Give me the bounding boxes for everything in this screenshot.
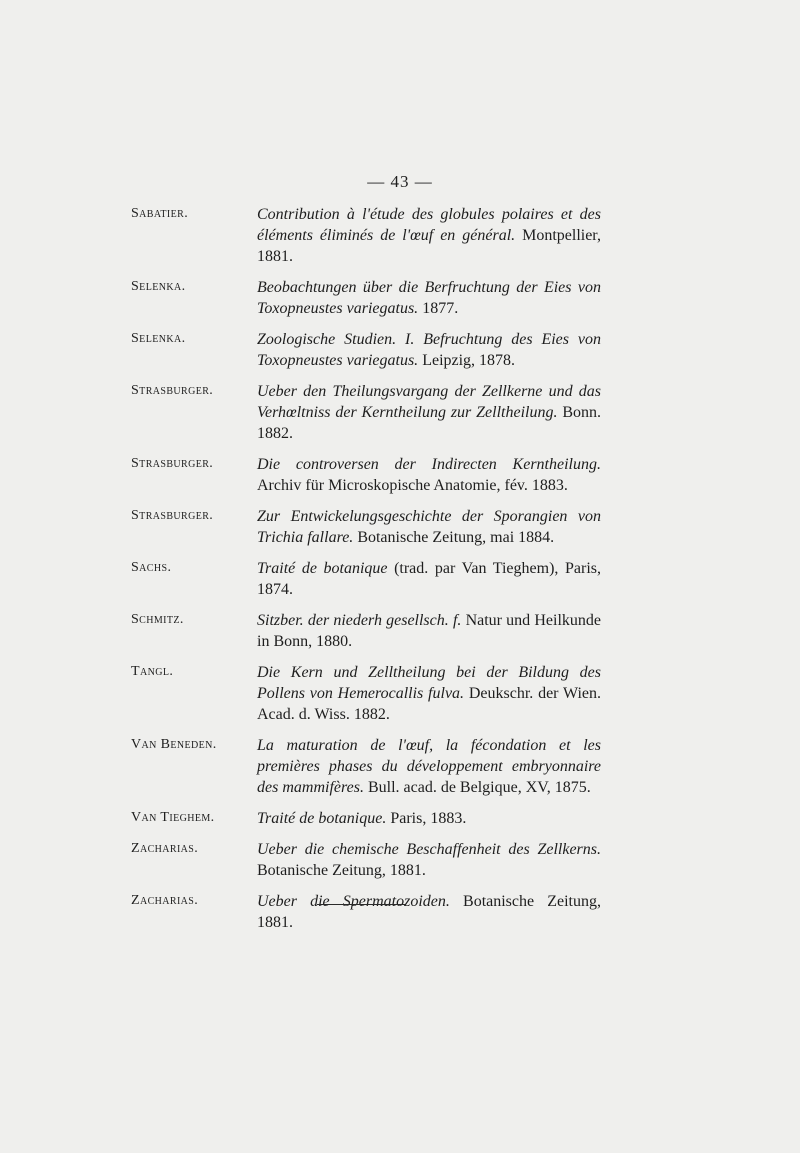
entry-details: Natur und Heilkunde in Bonn, 1880.	[257, 612, 601, 650]
entry-text	[257, 454, 601, 496]
entry-details: Botanische Zeitung, mai 1884.	[353, 529, 555, 546]
entry-details: Archiv für Microskopische Anatomie, fév. 1883.	[257, 477, 568, 494]
entry-details: (trad. par Van Tieghem), Paris, 1874.	[257, 560, 601, 598]
bibliography-entry	[131, 277, 601, 319]
entry-details: Deukschr. der Wien. Acad. d. Wiss. 1882.	[257, 685, 602, 723]
bibliography-entry	[131, 506, 601, 548]
end-rule	[317, 904, 405, 905]
entry-details: Botanische Zeitung, 1881.	[257, 893, 601, 931]
bibliography-entry	[131, 558, 601, 600]
entry-author: Van Tieghem.	[131, 810, 215, 825]
bibliography-entry	[131, 381, 601, 444]
entry-details: Botanische Zeitung, 1881.	[257, 862, 426, 879]
page-number: — 43 —	[367, 172, 433, 191]
entry-text	[257, 662, 601, 725]
entry-text	[257, 506, 601, 548]
entry-author: Selenka.	[131, 331, 186, 346]
entry-author: Selenka.	[131, 279, 186, 294]
bibliography-entry	[131, 735, 601, 798]
entry-title: Zoologische Studien. I. Befruchtung des Eies von Toxopneustes variegatus.	[257, 331, 601, 369]
entry-author: Sabatier.	[131, 206, 189, 221]
entry-title: Traité de botanique.	[257, 810, 387, 827]
entry-title: Ueber den Theilungsvargang der Zellkerne und das Verhœltniss der Kerntheilung zur Zelltheilung.	[257, 383, 601, 421]
entry-text	[257, 808, 601, 829]
entry-details: Montpellier, 1881.	[257, 227, 601, 265]
entry-author: Strasburger.	[131, 508, 214, 523]
bibliography-list	[131, 204, 601, 943]
entry-text	[257, 558, 601, 600]
entry-title: Die Kern und Zelltheilung bei der Bildung des Pollens von Hemerocallis fulva.	[257, 664, 601, 702]
bibliography-entry	[131, 329, 601, 371]
entry-details: Leipzig, 1878.	[418, 352, 516, 369]
entry-text	[257, 381, 601, 444]
entry-title: Die controversen der Indirecten Kerntheilung.	[257, 456, 601, 473]
entry-author: Strasburger.	[131, 456, 214, 471]
entry-title: Ueber die Spermatozoiden.	[257, 893, 450, 910]
entry-title: La maturation de l'œuf, la fécondation et les premières phases du développement embryonnaire des mammifères.	[257, 737, 601, 796]
entry-text	[257, 277, 601, 319]
entry-author: Strasburger.	[131, 383, 214, 398]
entry-author: Tangl.	[131, 664, 174, 679]
entry-author: Sachs.	[131, 560, 172, 575]
bibliography-entry	[131, 891, 601, 933]
entry-details: Bull. acad. de Belgique, XV, 1875.	[363, 779, 591, 796]
entry-text	[257, 891, 601, 933]
entry-title: Contribution à l'étude des globules polaires et des éléments éliminés de l'œuf en général.	[257, 206, 601, 244]
bibliography-entry	[131, 839, 601, 881]
bibliography-entry	[131, 610, 601, 652]
entry-details: 1877.	[418, 300, 459, 317]
entry-details: Paris, 1883.	[386, 810, 467, 827]
entry-title: Ueber die chemische Beschaffenheit des Zellkerns.	[257, 841, 601, 858]
entry-text	[257, 204, 601, 267]
entry-title: Traité de botanique	[257, 560, 388, 577]
entry-text	[257, 735, 601, 798]
entry-text	[257, 839, 601, 881]
bibliography-entry	[131, 662, 601, 725]
bibliography-entry	[131, 808, 601, 829]
entry-author: Van Beneden.	[131, 737, 217, 752]
bibliography-entry	[131, 454, 601, 496]
entry-text	[257, 329, 601, 371]
entry-author: Zacharias.	[131, 893, 199, 908]
entry-author: Schmitz.	[131, 612, 184, 627]
entry-title: Zur Entwickelungsgeschichte der Sporangien von Trichia fallare.	[257, 508, 601, 546]
entry-text	[257, 610, 601, 652]
entry-author: Zacharias.	[131, 841, 199, 856]
entry-details: Bonn. 1882.	[257, 404, 602, 442]
entry-title: Beobachtungen über die Berfruchtung der Eies von Toxopneustes variegatus.	[257, 279, 601, 317]
entry-title: Sitzber. der niederh gesellsch. f.	[257, 612, 462, 629]
bibliography-entry	[131, 204, 601, 267]
